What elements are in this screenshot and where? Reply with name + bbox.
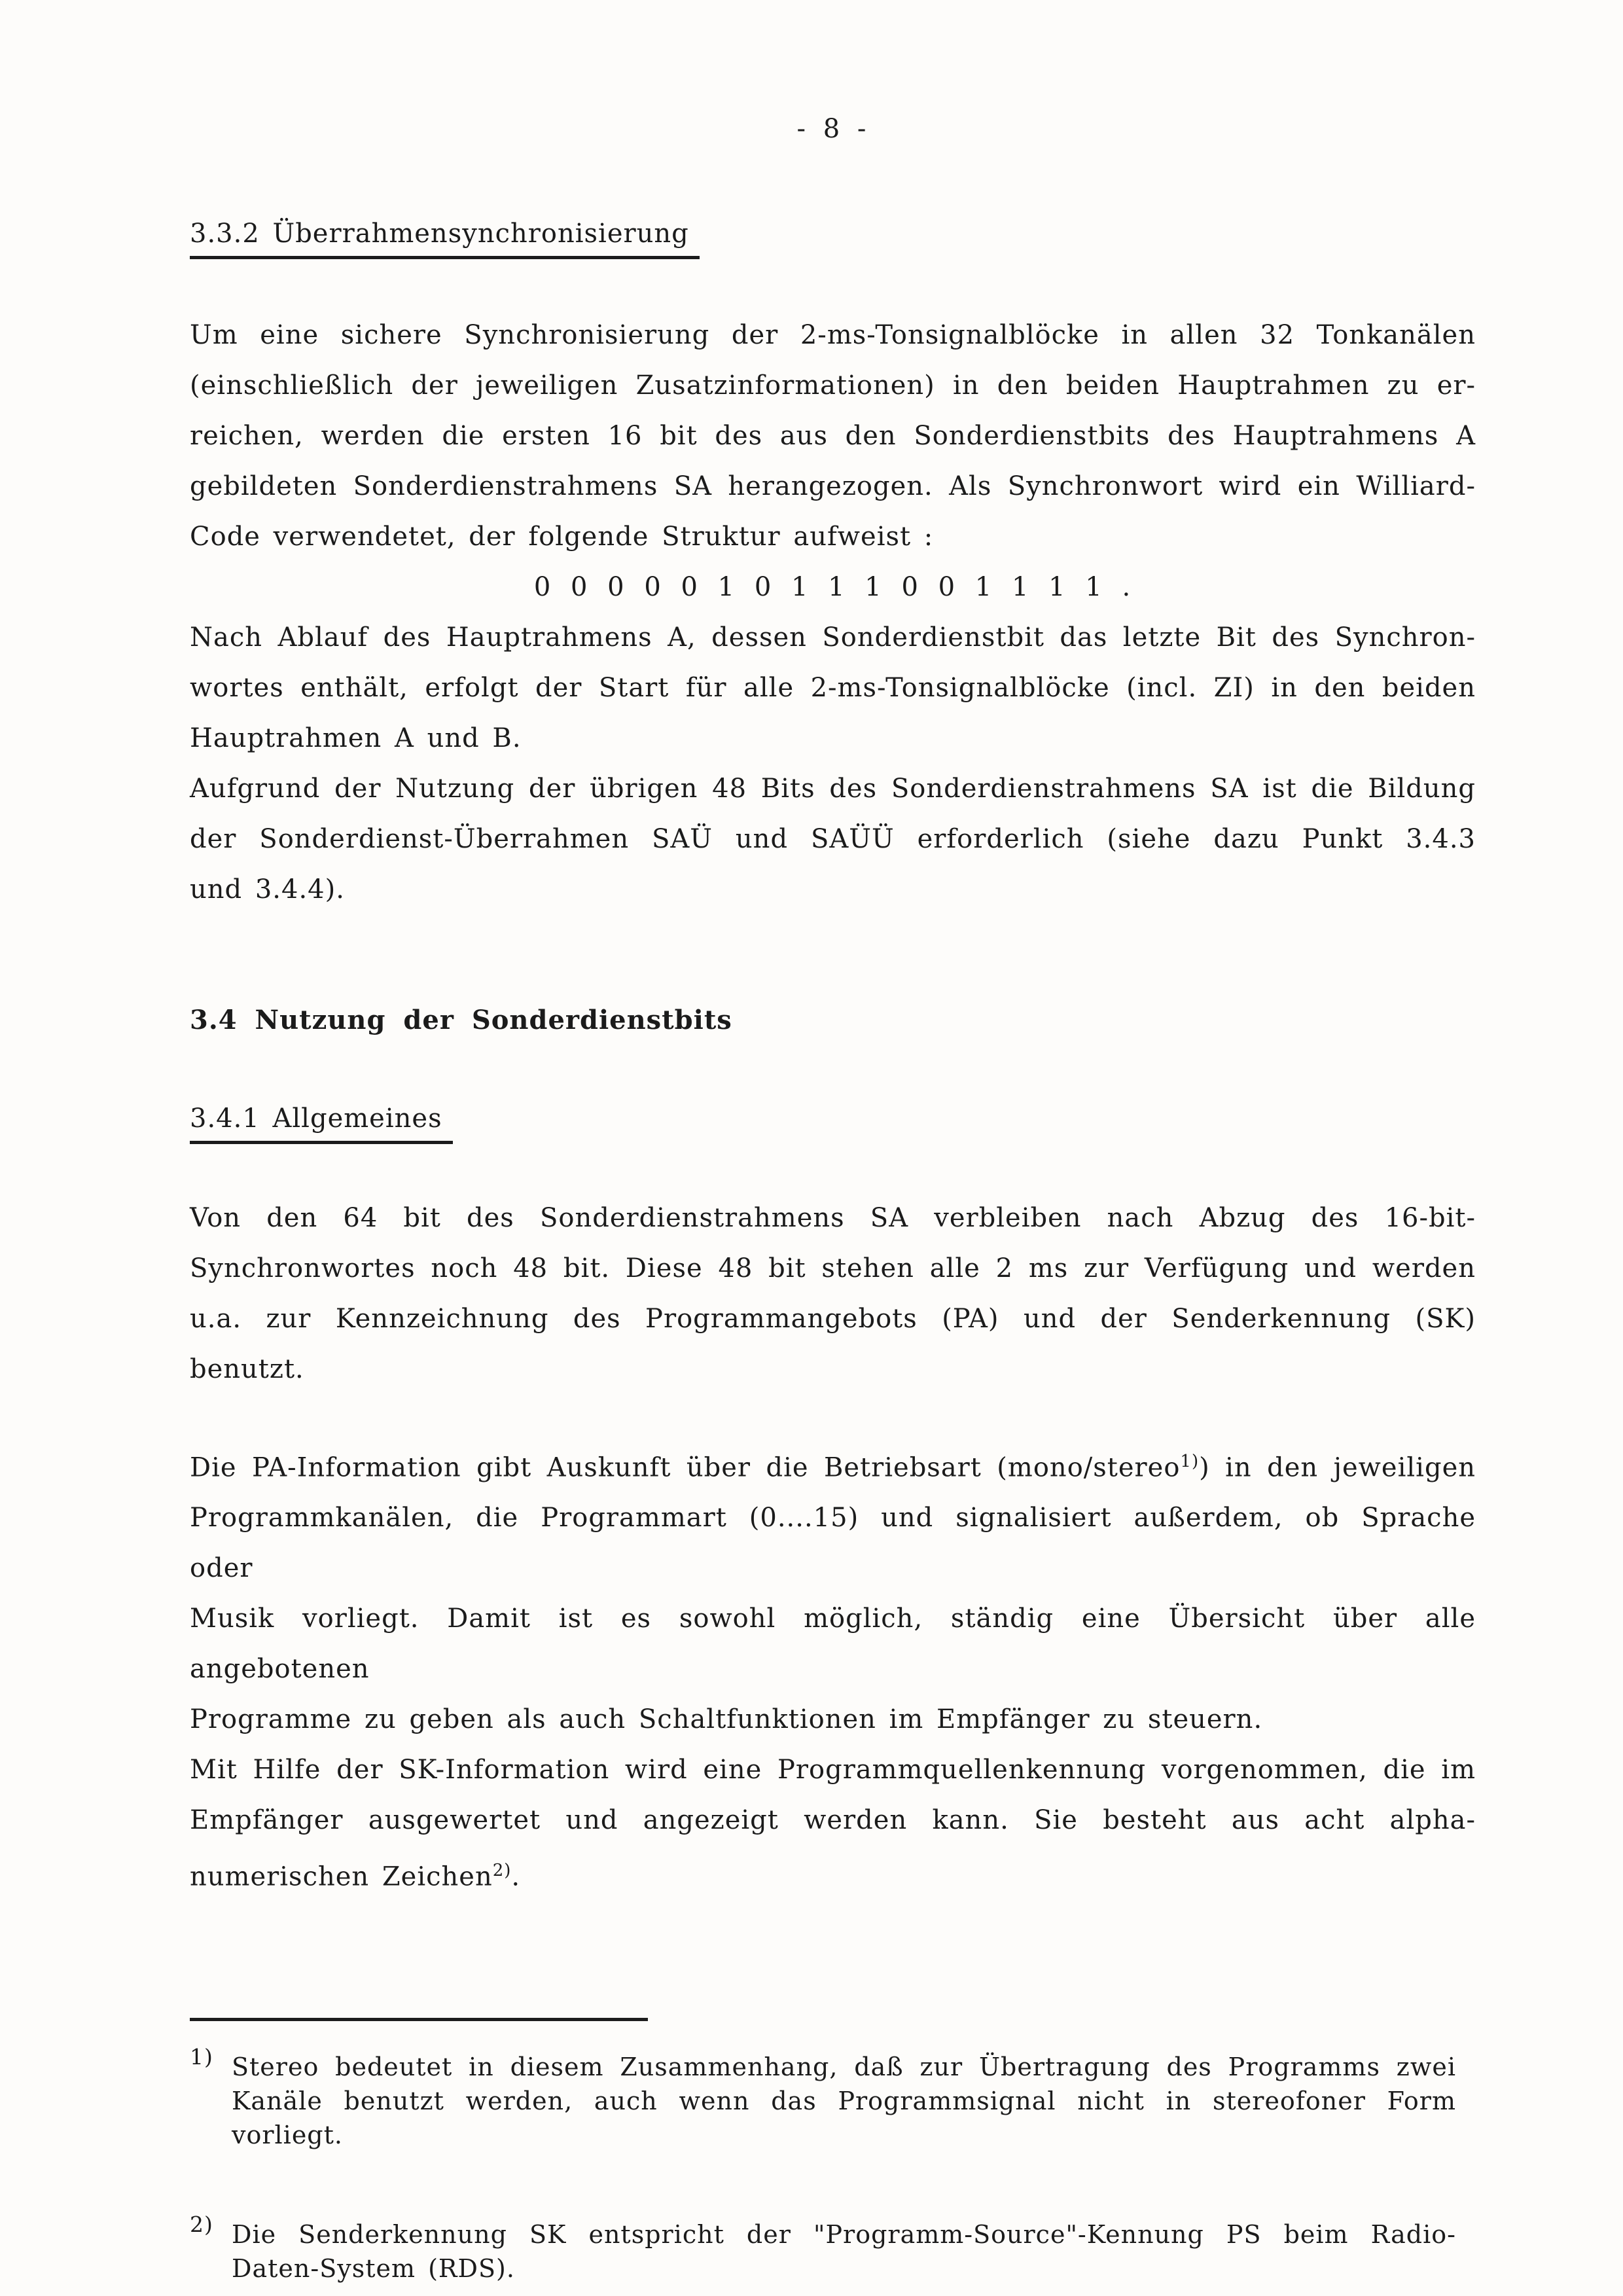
footnote-marker-cell: [190, 2043, 232, 2152]
footnote-text: [232, 2050, 1476, 2152]
text-line: Synchronwortes noch 48 bit. Diese 48 bit stehen alle 2 ms zur Verfügung und werden: [190, 1253, 1476, 1283]
text-line: Programmkanälen, die Programmart (0....15) und signalisiert außerdem, ob Sprache oder: [190, 1503, 1476, 1584]
text-line: Um eine sichere Synchronisierung der 2-ms-Tonsignalblöcke in allen 32 Tonkanälen: [190, 320, 1476, 350]
text-line: [190, 1846, 1476, 1902]
footnote-marker-1: 1): [190, 2043, 213, 2070]
text-line: und 3.4.4).: [190, 874, 345, 905]
footnote-ref-1: 1): [1180, 1452, 1200, 1471]
text-line: (einschließlich der jeweiligen Zusatzinformationen) in den beiden Hauptrahmen zu er-: [190, 370, 1476, 401]
footnote-line: Daten-System (RDS).: [232, 2253, 515, 2283]
sync-word-code: 0 0 0 0 0 1 0 1 1 1 0 0 1 1 1 1 .: [533, 572, 1132, 602]
footnote-2: [190, 2211, 1476, 2286]
paragraph-allgemeines-2: [190, 1437, 1476, 1903]
text-line: Aufgrund der Nutzung der übrigen 48 Bits des Sonderdienstrahmens SA ist die Bildung: [190, 774, 1476, 804]
footnote-ref-2: 2): [492, 1861, 512, 1881]
section-heading-3-3-2: [190, 217, 1476, 259]
footnote-marker-2: 2): [190, 2211, 213, 2237]
text-line: [190, 1437, 1476, 1493]
text-line: Programme zu geben als auch Schaltfunktionen im Empfänger zu steuern.: [190, 1704, 1263, 1735]
section-heading-3-3-2-text: 3.3.2 Überrahmensynchronisierung: [190, 217, 700, 259]
text-line: Musik vorliegt. Damit ist es sowohl möglich, ständig eine Übersicht über alle angebotenen: [190, 1604, 1476, 1685]
text-line: reichen, werden die ersten 16 bit des aus den Sonderdienstbits des Hauptrahmens A: [190, 421, 1476, 451]
text-line: wortes enthält, erfolgt der Start für alle 2-ms-Tonsignalblöcke (incl. ZI) in den beiden: [190, 673, 1476, 703]
paragraph-ueberrahmensynchronisierung: [190, 310, 1476, 915]
text-segment: ) in den jeweiligen: [1199, 1452, 1476, 1483]
text-segment: Die PA-Information gibt Auskunft über die Betriebsart (mono/stereo: [190, 1452, 1181, 1483]
paragraph-allgemeines-1: [190, 1193, 1476, 1395]
footnote-text: [232, 2217, 1476, 2286]
section-heading-3-4: 3.4 Nutzung der Sonderdienstbits: [190, 1005, 732, 1035]
text-line: Mit Hilfe der SK-Information wird eine Programmquellenkennung vorgenommen, die im: [190, 1755, 1476, 1785]
footnote-line: vorliegt.: [232, 2120, 343, 2149]
text-line: u.a. zur Kennzeichnung des Programmangebots (PA) und der Senderkennung (SK) benutzt.: [190, 1304, 1476, 1384]
page-number: - 8 -: [796, 114, 869, 144]
text-line: Code verwendetet, der folgende Struktur aufweist :: [190, 522, 934, 552]
text-segment: numerischen Zeichen: [190, 1861, 493, 1892]
text-segment: .: [511, 1861, 521, 1892]
text-line: Hauptrahmen A und B.: [190, 723, 522, 753]
footnote-line: Die Senderkennung SK entspricht der "Programm-Source"-Kennung PS beim Radio-: [232, 2219, 1456, 2249]
text-line: Von den 64 bit des Sonderdienstrahmens SA verbleiben nach Abzug des 16-bit-: [190, 1203, 1476, 1233]
footnote-separator: [190, 2018, 648, 2021]
page-content: [190, 0, 1476, 2286]
footnote-line: Stereo bedeutet in diesem Zusammenhang, daß zur Übertragung des Programms zwei: [232, 2052, 1456, 2081]
text-line: Empfänger ausgewertet und angezeigt werden kann. Sie besteht aus acht alpha-: [190, 1805, 1476, 1836]
footnote-line: Kanäle benutzt werden, auch wenn das Programmsignal nicht in stereofoner Form: [232, 2086, 1456, 2115]
footnote-1: [190, 2043, 1476, 2152]
text-line: der Sonderdienst-Überrahmen SAÜ und SAÜÜ erforderlich (siehe dazu Punkt 3.4.3: [190, 824, 1476, 854]
section-heading-3-4-1: [190, 1102, 1476, 1144]
footnote-marker-cell: [190, 2211, 232, 2286]
section-heading-3-4-1-text: 3.4.1 Allgemeines: [190, 1102, 453, 1144]
text-line: gebildeten Sonderdienstrahmens SA herangezogen. Als Synchronwort wird ein Williard-: [190, 471, 1476, 501]
text-line: Nach Ablauf des Hauptrahmens A, dessen Sonderdienstbit das letzte Bit des Synchron-: [190, 622, 1476, 653]
